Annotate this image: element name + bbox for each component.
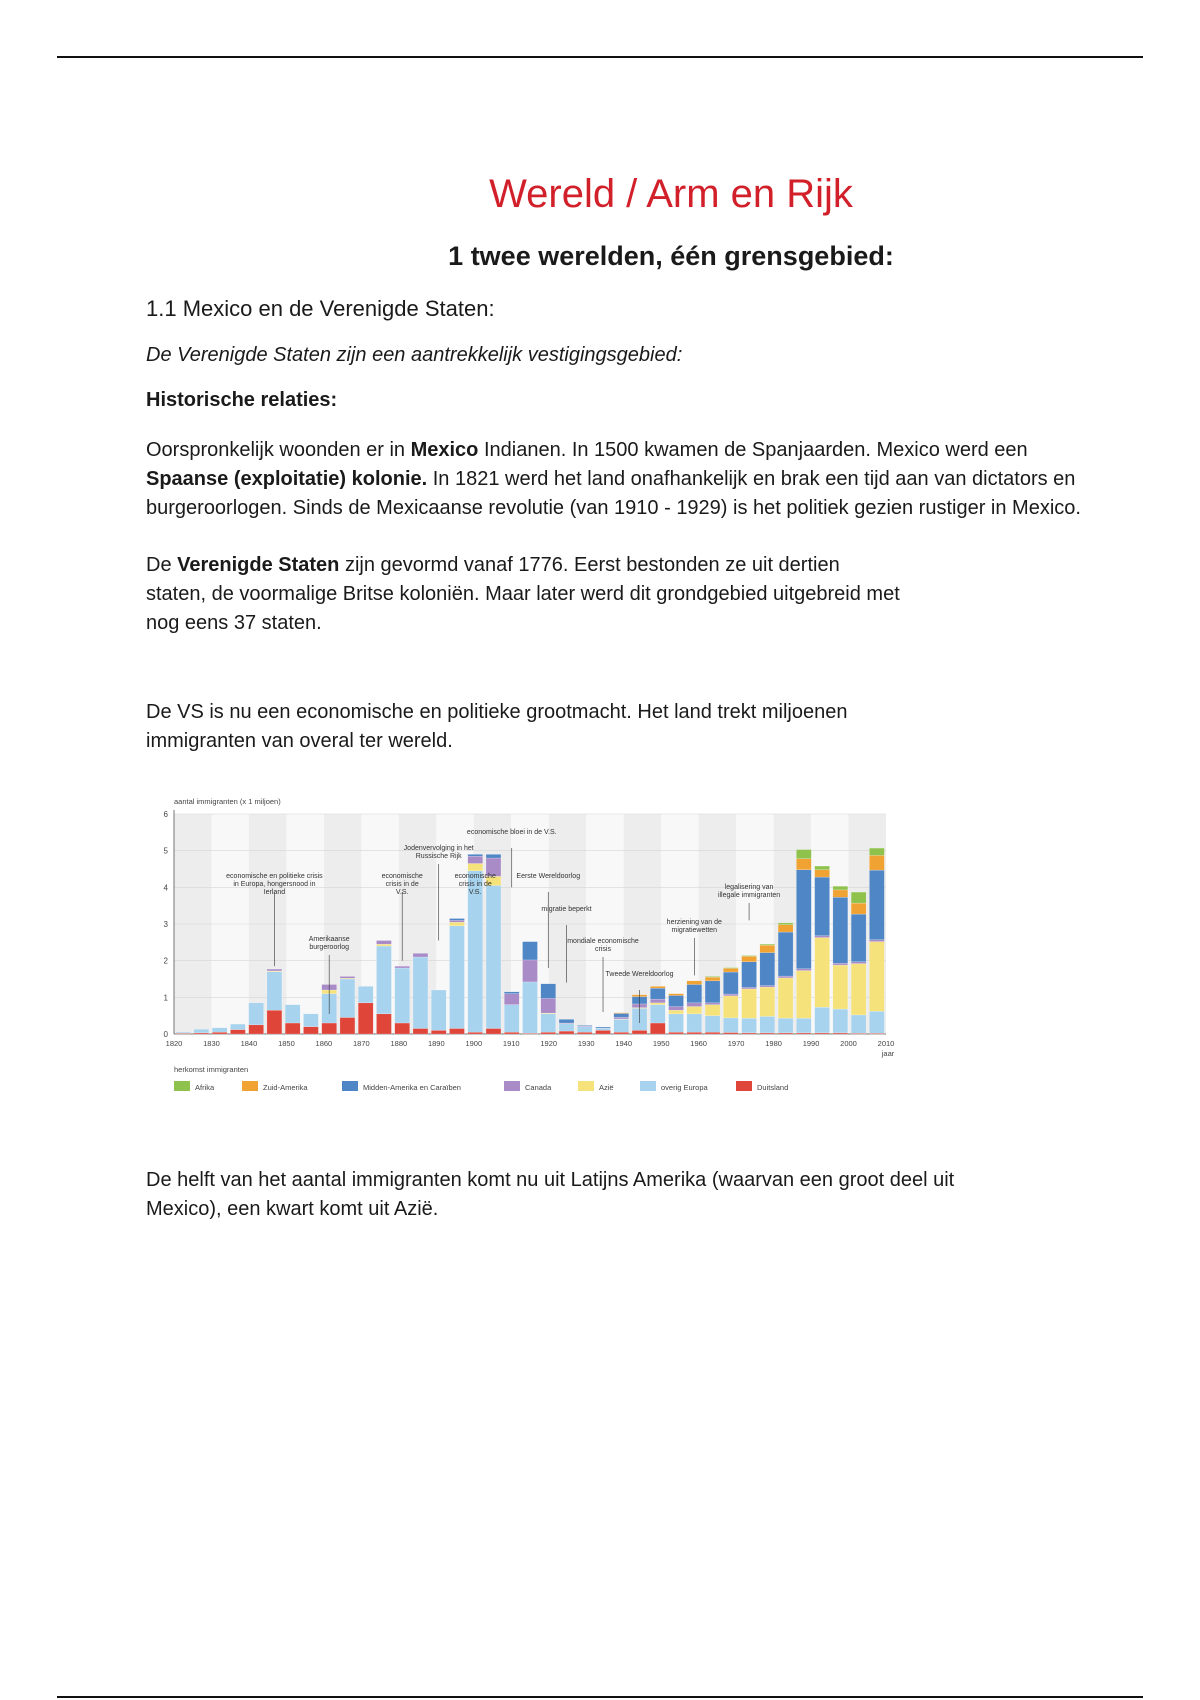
legend-swatch (504, 1081, 520, 1091)
bar-segment (815, 1007, 830, 1033)
bar-segment (431, 1030, 446, 1034)
bar-segment (504, 1005, 519, 1032)
paragraph-herkomst: De helft van het aantal immigranten komt nu uit Latijns Amerika (waarvan een groot deel uit Mexico), een kwart komt uit Azië. (146, 1169, 955, 1220)
bar-segment (230, 1030, 245, 1034)
legend-swatch (640, 1081, 656, 1091)
x-tick-label: 1980 (765, 1039, 782, 1048)
x-tick-label: 1990 (802, 1039, 820, 1048)
legend-label: Canada (525, 1083, 552, 1092)
bar-segment (486, 1029, 501, 1035)
bar-segment (760, 1016, 775, 1033)
bar-segment (778, 1018, 793, 1033)
bar-segment (833, 1009, 848, 1033)
bar-segment (449, 920, 464, 922)
bar-segment (376, 1014, 391, 1034)
bar-segment (468, 864, 483, 871)
bar-segment (431, 990, 446, 1030)
bar-segment (449, 1029, 464, 1035)
bar-segment (358, 1003, 373, 1034)
bar-segment (468, 854, 483, 856)
x-tick-label: 1880 (390, 1039, 408, 1048)
bar-segment (869, 942, 884, 1012)
x-tick-label: 1960 (690, 1039, 707, 1048)
bar-segment (723, 968, 738, 969)
document-title: Wereld / Arm en Rijk (489, 172, 853, 216)
x-tick-label: 1900 (465, 1039, 483, 1048)
y-tick-label: 4 (163, 883, 168, 893)
bar-segment (742, 956, 757, 957)
x-tick-label: 1890 (427, 1039, 445, 1048)
y-tick-label: 2 (163, 956, 168, 966)
chart-annotation: economische bloei in de V.S. (466, 829, 557, 836)
bar-segment (194, 1029, 209, 1033)
bar-segment (541, 1032, 556, 1034)
bar-segment (687, 981, 702, 985)
bar-segment (796, 870, 811, 969)
bar-segment (650, 1023, 665, 1034)
bar-segment (650, 986, 665, 988)
bar-segment (687, 985, 702, 1003)
bar-segment (650, 1003, 665, 1005)
bar-segment (614, 1017, 629, 1019)
bar-segment (249, 1025, 264, 1034)
x-tick-label: 1870 (353, 1039, 370, 1048)
bar-segment (176, 1032, 191, 1033)
bar-segment (778, 932, 793, 976)
bar-segment (376, 941, 391, 945)
bar-segment (869, 870, 884, 940)
section-heading: 1.1 Mexico en de Verenigde Staten: (146, 296, 495, 321)
paragraph-label: Historische relaties: (146, 389, 338, 411)
bar-segment (449, 926, 464, 1029)
x-tick-label: 2000 (840, 1039, 857, 1048)
bar-segment (851, 914, 866, 962)
legend-swatch (578, 1081, 594, 1091)
bar-segment (796, 971, 811, 1019)
bar-segment (687, 1007, 702, 1014)
chart-annotation: Amerikaanse burgeroorlog (308, 936, 350, 951)
bar-segment (322, 1023, 337, 1034)
x-tick-label: 1920 (540, 1039, 558, 1048)
bar-segment (815, 938, 830, 1008)
bar-segment (449, 919, 464, 921)
bar-segment (267, 1010, 282, 1034)
bar-segment (833, 963, 848, 965)
bar-segment (705, 1032, 720, 1034)
bar-segment (742, 987, 757, 988)
bar-segment (395, 968, 410, 1023)
bar-segment (851, 892, 866, 903)
legend-swatch (342, 1081, 358, 1091)
y-tick-label: 5 (163, 846, 168, 856)
bar-segment (376, 944, 391, 946)
legend-swatch (242, 1081, 258, 1091)
bar-segment (596, 1027, 611, 1028)
chart-annotation: economische crisis in de V.S. (381, 873, 423, 896)
chart-annotation: Jodenvervolging in het Russische Rijk (403, 845, 474, 860)
bar-segment (486, 854, 501, 858)
bar-segment (614, 1019, 629, 1032)
chart-annotation: Eerste Wereldoorlog (516, 873, 581, 880)
bar-segment (614, 1032, 629, 1034)
bar-segment (358, 986, 373, 1003)
x-tick-label: 1840 (240, 1039, 258, 1048)
bar-segment (742, 962, 757, 988)
bar-segment (742, 1018, 757, 1033)
bar-segment (760, 986, 775, 987)
bar-segment (413, 1029, 428, 1035)
bar-segment (523, 942, 538, 960)
paragraph-grootmacht: De VS is nu een economische en politieke grootmacht. Het land trekt miljoenen immigranten van overal ter wereld. (146, 701, 848, 752)
bar-segment (869, 855, 884, 870)
bar-segment (869, 848, 884, 855)
y-tick-label: 6 (163, 810, 168, 819)
bar-segment (760, 944, 775, 945)
bar-segment (249, 1003, 264, 1025)
paragraph-mexico: Oorspronkelijk woonden er in Mexico Indianen. In 1500 kwamen de Spanjaarden. Mexico werd een Spaanse (exploitatie) kolonie. In 1821 werd het land onafhankelijk en brak een tijd aan van dictators en burgeroorlogen. Sinds de Mexicaanse revolutie (van 1910 - 1929) is het politiek gezien rustiger in Mexico. (146, 439, 1081, 519)
x-axis-label: jaar (881, 1049, 895, 1058)
bar-segment (669, 1010, 684, 1014)
bar-segment (815, 866, 830, 870)
bar-segment (504, 992, 519, 994)
bar-segment (723, 996, 738, 1018)
italic-subheading: De Verenigde Staten zijn een aantrekkelijk vestigingsgebied: (146, 344, 683, 366)
bar-segment (833, 965, 848, 1009)
bar-segment (212, 1032, 227, 1034)
bar-segment (815, 870, 830, 877)
immigration-chart-svg (146, 786, 906, 1116)
bar-segment (815, 936, 830, 938)
bar-segment (669, 1014, 684, 1032)
bar-segment (705, 981, 720, 1003)
bar-segment (340, 976, 355, 978)
bar-segment (523, 960, 538, 982)
bar-segment (614, 1013, 629, 1014)
bar-segment (778, 923, 793, 925)
bar-segment (212, 1028, 227, 1032)
x-tick-label: 1830 (203, 1039, 220, 1048)
bar-segment (395, 1023, 410, 1034)
bar-segment (705, 977, 720, 981)
bar-segment (851, 964, 866, 1015)
bar-segment (760, 987, 775, 1016)
bar-segment (778, 976, 793, 978)
bar-segment (723, 968, 738, 972)
bar-segment (723, 972, 738, 994)
bar-segment (742, 989, 757, 1018)
x-tick-label: 1930 (577, 1039, 595, 1048)
bar-segment (650, 1005, 665, 1023)
bar-segment (285, 1023, 300, 1034)
x-tick-label: 1850 (278, 1039, 295, 1048)
x-tick-label: 1820 (165, 1039, 183, 1048)
bar-segment (596, 1030, 611, 1034)
bar-segment (650, 999, 665, 1003)
bar-segment (833, 890, 848, 897)
bar-segment (796, 969, 811, 971)
legend-label: Azië (599, 1083, 614, 1092)
footer-rule (57, 1696, 1143, 1698)
bar-segment (760, 945, 775, 952)
x-tick-label: 1860 (315, 1039, 333, 1048)
x-tick-label: 1940 (615, 1039, 633, 1048)
bar-segment (596, 1029, 611, 1031)
legend-label: Midden-Amerika en Caraïben (363, 1083, 461, 1092)
chart-annotation: legalisering van illegale immigranten (717, 884, 781, 899)
bar-segment (468, 856, 483, 863)
x-tick-label: 1950 (652, 1039, 670, 1048)
bar-segment (833, 897, 848, 963)
bar-segment (723, 1033, 738, 1034)
bar-segment (285, 1005, 300, 1023)
bar-segment (815, 877, 830, 936)
y-axis-label: aantal immigranten (x 1 miljoen) (174, 797, 281, 806)
bar-segment (705, 1016, 720, 1032)
y-tick-label: 3 (163, 920, 168, 929)
bar-segment (742, 956, 757, 962)
bar-segment (869, 1011, 884, 1033)
legend-label: Duitsland (757, 1083, 789, 1092)
bar-segment (650, 988, 665, 999)
bar-segment (833, 886, 848, 890)
chart-annotation: mondiale economische crisis (567, 938, 639, 953)
y-tick-label: 0 (163, 1030, 168, 1039)
bar-segment (778, 925, 793, 932)
bar-segment (468, 1032, 483, 1034)
legend-label: Zuid-Amerika (263, 1083, 308, 1092)
bar-segment (340, 979, 355, 1018)
bar-segment (303, 1014, 318, 1027)
bar-segment (303, 1027, 318, 1034)
bar-segment (504, 994, 519, 1005)
bar-segment (541, 1014, 556, 1032)
legend-swatch (174, 1081, 190, 1091)
bar-segment (723, 994, 738, 996)
bar-segment (541, 998, 556, 1013)
bar-segment (577, 1032, 592, 1034)
immigration-chart (146, 786, 906, 1116)
bar-segment (687, 1014, 702, 1032)
bar-segment (541, 984, 556, 999)
bar-segment (559, 1024, 574, 1031)
bar-segment (851, 962, 866, 964)
bar-segment (577, 1027, 592, 1033)
bar-segment (267, 972, 282, 1011)
bar-segment (851, 903, 866, 914)
bar-segment (614, 1013, 629, 1017)
bar-segment (669, 996, 684, 1007)
y-tick-label: 1 (163, 993, 168, 1003)
bar-segment (687, 1003, 702, 1007)
bar-segment (778, 978, 793, 1018)
bar-segment (486, 886, 501, 1029)
legend-swatch (736, 1081, 752, 1091)
bar-segment (340, 1018, 355, 1035)
bar-segment (577, 1025, 592, 1026)
bar-segment (669, 994, 684, 996)
x-tick-label: 1970 (727, 1039, 745, 1048)
bar-segment (687, 1032, 702, 1034)
bar-segment (376, 946, 391, 1014)
legend-title: herkomst immigranten (174, 1065, 249, 1074)
bar-segment (669, 1032, 684, 1034)
bar-segment (669, 1007, 684, 1011)
bar-segment (869, 940, 884, 942)
bar-segment (413, 953, 428, 957)
bar-segment (723, 1018, 738, 1033)
bar-segment (705, 1003, 720, 1005)
bar-segment (705, 1005, 720, 1016)
bar-segment (413, 957, 428, 1029)
chart-annotation: Tweede Wereldoorlog (605, 971, 674, 978)
bar-segment (559, 1019, 574, 1023)
chart-annotation: economische crisis in de V.S. (454, 873, 496, 896)
bar-segment (523, 982, 538, 1033)
bar-segment (760, 953, 775, 986)
legend-label: Afrika (195, 1083, 215, 1092)
bar-segment (796, 850, 811, 859)
bar-segment (705, 976, 720, 977)
chapter-heading: 1 twee werelden, één grensgebied: (448, 241, 894, 271)
bar-segment (230, 1024, 245, 1030)
bar-segment (851, 1015, 866, 1033)
bar-segment (632, 1030, 647, 1034)
document-page (146, 160, 1096, 1224)
bar-segment (449, 922, 464, 926)
x-tick-label: 2010 (877, 1039, 895, 1048)
x-tick-label: 1910 (502, 1039, 520, 1048)
legend-label: overig Europa (661, 1083, 708, 1092)
bar-segment (504, 1032, 519, 1034)
bar-segment (395, 966, 410, 968)
bar-segment (796, 1018, 811, 1033)
bar-segment (267, 969, 282, 971)
chart-annotation: herziening van de migratiewetten (666, 919, 722, 934)
chart-annotation: migratie beperkt (541, 906, 592, 913)
paragraph-verenigde-staten: De Verenigde Staten zijn gevormd vanaf 1776. Eerst bestonden ze uit dertien staten, de voormalige Britse koloniën. Maar later werd dit grondgebied uitgebreid met nog eens 37 staten. (146, 554, 900, 634)
bar-segment (559, 1031, 574, 1034)
header-rule (57, 56, 1143, 58)
bar-segment (796, 859, 811, 870)
chart-annotation: economische en politieke crisis in Europa, hongersnood in Ierland (226, 873, 323, 896)
